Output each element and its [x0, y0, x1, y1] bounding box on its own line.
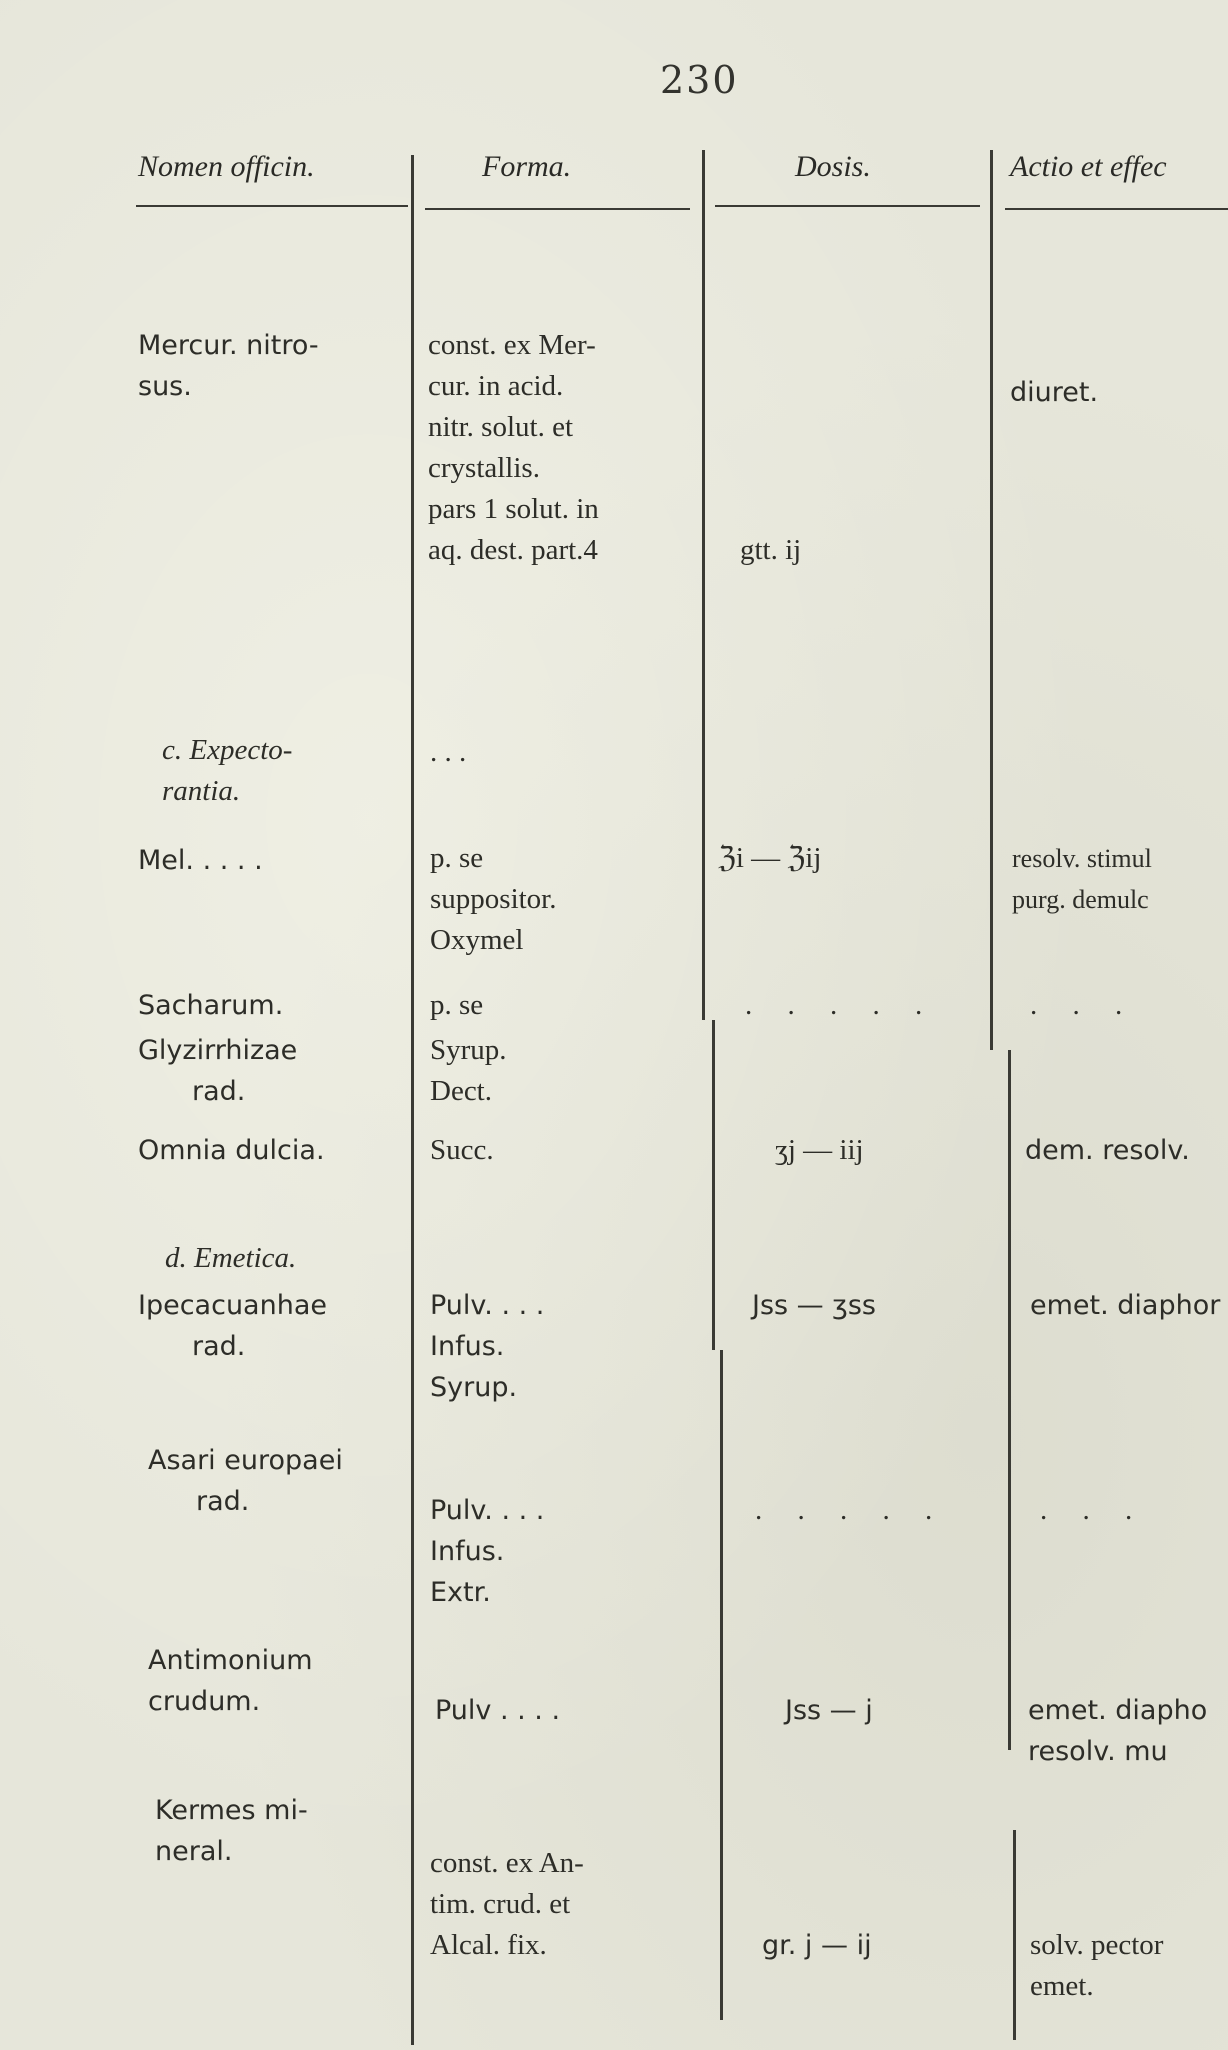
row-kermes-dosis: gr. j — ij	[762, 1930, 872, 1961]
header-rule-nomen	[136, 205, 408, 207]
row-mercur-dosis: gtt. ij	[740, 534, 802, 566]
row-mercur-nomen: Mercur. nitro- sus.	[138, 330, 319, 402]
row-omnia-dosis: ʒj — iij	[775, 1134, 864, 1166]
page-number: 230	[660, 58, 739, 102]
column-rule-3b	[1008, 1050, 1011, 1750]
row-mel-dosis: ℨi — ℨij	[718, 842, 822, 874]
row-asari-actio: . . .	[1040, 1494, 1147, 1526]
row-sacharum-dosis: . . . . .	[745, 989, 937, 1021]
row-kermes-nomen: Kermes mi- neral.	[155, 1795, 308, 1867]
row-asari-forma: Pulv. . . . Infus. Extr.	[430, 1495, 545, 1608]
column-rule-2a	[702, 150, 705, 1020]
row-mel-nomen: Mel. . . . .	[138, 845, 263, 876]
row-mercur-forma: const. ex Mer- cur. in acid. nitr. solut. et crystallis. pars 1 solut. in aq. dest. part.4	[428, 329, 599, 566]
row-ipecac-nomen: Ipecacuanhae rad.	[138, 1290, 327, 1362]
row-sacharum-nomen: Sacharum.	[138, 990, 284, 1021]
row-ipecac-actio: emet. diaphor	[1030, 1290, 1221, 1321]
row-antimonium-nomen: Antimonium crudum.	[148, 1645, 313, 1717]
row-omnia-nomen: Omnia dulcia.	[138, 1135, 325, 1166]
row-antimonium-dosis: Jss — j	[785, 1695, 873, 1726]
row-kermes-actio: solv. pector emet.	[1030, 1929, 1164, 2002]
row-glyzirrhizae-forma: Syrup. Dect.	[430, 1034, 507, 1107]
row-omnia-forma: Succ.	[430, 1134, 494, 1166]
row-omnia-actio: dem. resolv.	[1025, 1135, 1190, 1166]
row-kermes-forma: const. ex An- tim. crud. et Alcal. fix.	[430, 1847, 584, 1961]
header-nomen: Nomen officin.	[138, 150, 315, 183]
row-antimonium-forma: Pulv . . . .	[435, 1695, 561, 1726]
column-rule-1	[411, 155, 414, 2045]
row-sacharum-actio: . . .	[1030, 989, 1137, 1021]
row-asari-dosis: . . . . .	[755, 1494, 947, 1526]
row-mel-actio: resolv. stimul purg. demulc	[1012, 844, 1152, 914]
row-asari-nomen: Asari europaei rad.	[148, 1445, 343, 1517]
row-sacharum-forma: p. se	[430, 989, 484, 1021]
header-rule-forma	[425, 208, 690, 210]
header-actio: Actio et effec	[1010, 150, 1167, 183]
header-rule-dosis	[715, 205, 980, 207]
row-mercur-actio: diuret.	[1010, 377, 1099, 408]
section-d-title: d. Emetica.	[165, 1242, 297, 1274]
section-c-forma: . . .	[430, 736, 467, 768]
column-rule-2b	[712, 1020, 715, 1350]
header-dosis: Dosis.	[795, 150, 871, 183]
section-c-title: c. Expecto- rantia.	[162, 734, 293, 807]
row-mel-forma: p. se suppositor. Oxymel	[430, 842, 557, 956]
column-rule-2c	[720, 1350, 723, 2020]
row-ipecac-forma: Pulv. . . . Infus. Syrup.	[430, 1290, 545, 1403]
row-ipecac-dosis: Jss — ʒss	[752, 1290, 876, 1321]
column-rule-3c	[1013, 1830, 1016, 2040]
column-rule-3a	[990, 150, 993, 1050]
header-rule-actio	[1005, 208, 1228, 210]
row-glyzirrhizae-nomen: Glyzirrhizae rad.	[138, 1035, 298, 1107]
header-forma: Forma.	[482, 150, 572, 183]
row-antimonium-actio: emet. diapho resolv. mu	[1028, 1695, 1208, 1767]
